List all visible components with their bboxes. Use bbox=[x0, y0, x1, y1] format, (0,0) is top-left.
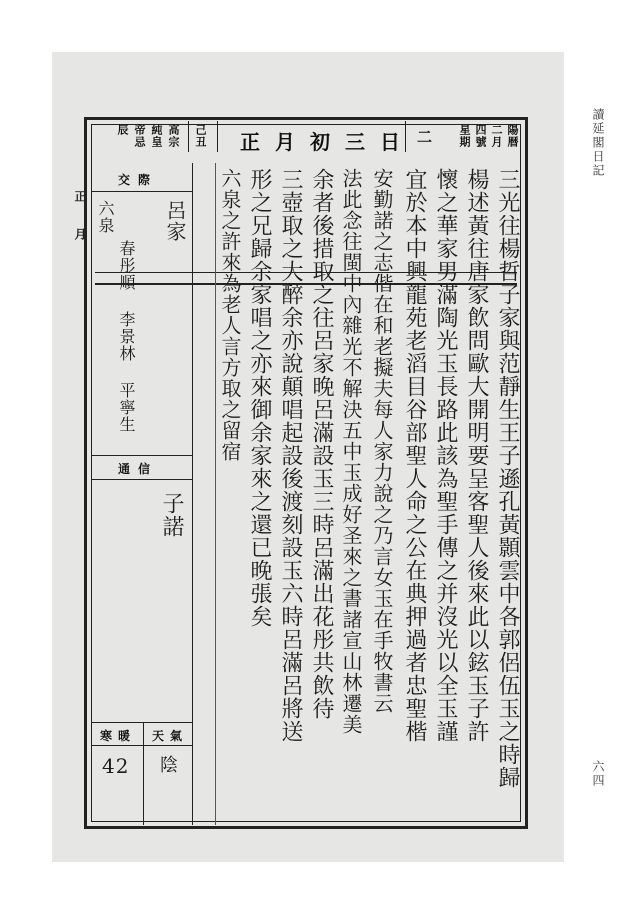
header-reign-4: 辰 bbox=[116, 124, 129, 136]
header-day-num-label: 四號 bbox=[474, 124, 487, 148]
diary-column-4: 宜於本中興龍苑老滔目谷部聖人命之公在典押過者忠聖楷 bbox=[402, 168, 427, 743]
diary-column-5: 安勤諾之志偕在和老擬夫每人家力說之乃言女玉在手牧書云 bbox=[370, 168, 394, 714]
lunar-date-title: 正月初三日 bbox=[240, 130, 415, 154]
header-reign-3: 帝忌 bbox=[133, 124, 146, 148]
left-panel-divider bbox=[192, 163, 193, 825]
diary-col-divider bbox=[215, 163, 216, 825]
section-temperature-label: 寒暖 bbox=[100, 729, 137, 743]
margin-month: 正月 bbox=[73, 190, 87, 266]
header-divider-2 bbox=[217, 121, 218, 152]
diary-column-3: 懷之華家男滿陶光玉長路此該為聖手傳之并沒光以全玉謹 bbox=[433, 168, 458, 743]
social-label-rule bbox=[92, 191, 192, 192]
weather-value: 陰 bbox=[160, 755, 179, 776]
page-number: 六四 bbox=[591, 760, 605, 788]
section-correspondence-label: 通信 bbox=[118, 462, 159, 476]
social-entry-3: 六泉 bbox=[96, 200, 115, 234]
diary-column-7: 余者後措取之往呂家晚呂滿設玉三時呂滿出花彤共飲待 bbox=[309, 168, 334, 720]
diary-column-6: 法此念往閩中內雜光不解決五中玉成好圣來之書諸宣山林遷美 bbox=[339, 168, 363, 735]
header-reign-2: 純皇 bbox=[150, 124, 163, 148]
header-weekday: 二 bbox=[417, 128, 434, 146]
weather-label-rule bbox=[92, 745, 192, 746]
correspondence-label-rule bbox=[92, 479, 192, 480]
diary-column-10: 六泉之許來為老人言方取之留宿 bbox=[218, 168, 242, 462]
header-divider-3 bbox=[188, 121, 189, 152]
correspondence-top-rule bbox=[92, 455, 192, 456]
section-weather-label: 天氣 bbox=[152, 729, 189, 743]
diary-column-8: 三壺取之大醉余亦說顛唱起設後渡刻設玉六時呂滿呂將送 bbox=[278, 168, 303, 743]
diary-column-1: 三光往楊哲子家與范靜生王子遜孔黃顥雲中各郭侶伍玉之時歸 bbox=[495, 168, 520, 789]
section-social-label: 交際 bbox=[118, 173, 159, 187]
book-title: 讀延閣日記 bbox=[591, 108, 605, 178]
header-solar-month: 二月 bbox=[490, 124, 503, 148]
header-day-of-week-label: 星期 bbox=[458, 124, 471, 148]
social-entry-2: 春彤順 李景林 平寧生 bbox=[117, 240, 136, 433]
header-ganzhi: 己丑 bbox=[194, 124, 207, 148]
weather-divider bbox=[143, 722, 144, 825]
diary-column-9: 形之兄歸余家唱之亦來御余家來之還已晚張矣 bbox=[247, 168, 272, 628]
social-entry-1: 呂家 bbox=[163, 200, 187, 242]
correspondence-entry: 子諾 bbox=[159, 492, 184, 538]
diary-column-2: 楊述黃往唐家飲問歐大開明要呈客聖人後來此以鉉玉子許 bbox=[464, 168, 489, 743]
header-reign-1: 高宗 bbox=[167, 124, 180, 148]
weather-top-rule bbox=[92, 722, 192, 723]
temperature-value: 42 bbox=[102, 754, 130, 778]
header-solar-label: 陽暦 bbox=[506, 124, 519, 148]
